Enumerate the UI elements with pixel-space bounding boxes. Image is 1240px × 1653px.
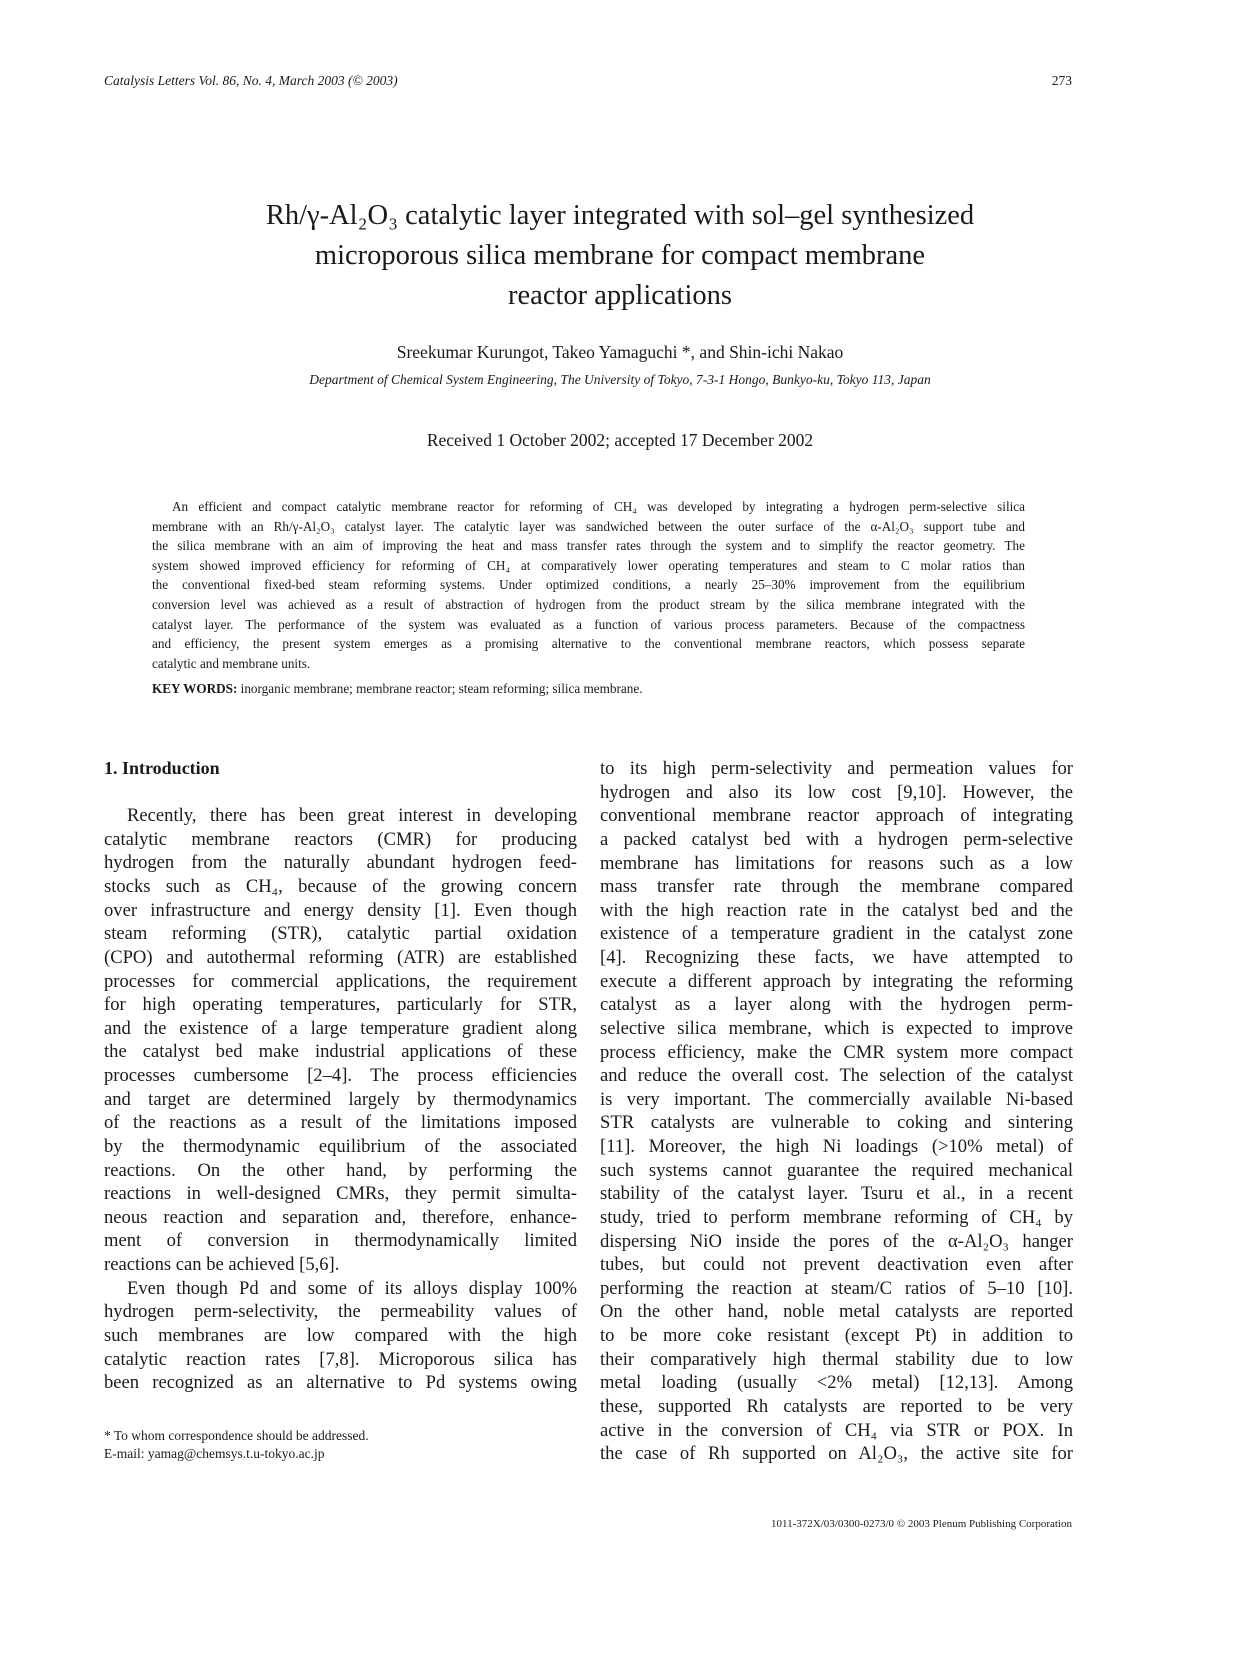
text-line: reactions in well-designed CMRs, they permit simulta- [104,1183,577,1205]
text-line: active in the conversion of CH₄ via STR or POX. In [600,1419,1073,1441]
text-line: Recently, there has been great interest in developing [127,805,577,827]
text-line: [4]. Recognizing these facts, we have attempted to [600,947,1073,968]
text-line: STR catalysts are vulnerable to coking and sintering [600,1112,1073,1134]
page-number: 273 [1051,73,1072,88]
text-line: membrane with an Rh/γ-Al₂O₃ catalyst layer. The catalytic layer was sandwiched between the outer surface of the α-Al₂O₃ support tube and [152,518,1025,534]
text-line: and the existence of a large temperature gradient along [104,1017,577,1039]
text-line: to be more coke resistant (except Pt) in addition to [600,1325,1073,1346]
text-line: tubes, but could not prevent deactivation even after [600,1254,1073,1276]
text-line: conversion level was achieved as a result of abstraction of hydrogen from the product stream by the silica membrane integrated with the [152,596,1025,612]
text-line: neous reaction and separation and, therefore, enhance- [104,1206,577,1228]
text-line: existence of a temperature gradient in the catalyst zone [600,923,1073,945]
text-line: catalyst layer. The performance of the system was evaluated as a function of various process parameters. Because of the compactness [152,616,1025,632]
keywords-label: KEY WORDS: [152,681,238,696]
text-line: steam reforming (STR), catalytic partial oxidation [104,923,577,945]
text-line: [11]. Moreover, the high Ni loadings (>10% metal) of [600,1136,1073,1157]
title-line: reactor applications [508,280,732,311]
section-heading: 1. Introduction [104,758,220,778]
text-line: selective silica membrane, which is expected to improve [600,1017,1073,1039]
left-column [104,757,577,1395]
text-line: a packed catalyst bed with a hydrogen perm-selective [600,828,1073,850]
text-line: dispersing NiO inside the pores of the α-Al₂O₃ hanger [600,1230,1073,1252]
text-line: hydrogen and also its low cost [9,10]. However, the [600,781,1073,803]
text-line: reactions can be achieved [5,6]. [104,1254,340,1276]
text-line: these, supported Rh catalysts are reported to be very [600,1395,1073,1417]
text-line: An efficient and compact catalytic membrane reactor for reforming of CH₄ was developed by integrating a hydrogen perm-selective silica [172,499,1025,514]
text-line: and reduce the overall cost. The selection of the catalyst [600,1065,1073,1087]
text-line: ment of conversion in thermodynamically limited [104,1230,577,1252]
text-line: the silica membrane with an aim of improving the heat and mass transfer rates through the system and to simplify the reactor geometry. The [152,538,1025,554]
text-line: of the reactions as a result of the limitations imposed [104,1112,577,1134]
text-line: mass transfer rate through the membrane compared [600,876,1073,898]
right-column [600,757,1073,1466]
text-line: reactions. On the other hand, by performing the [104,1159,577,1181]
authors: Sreekumar Kurungot, Takeo Yamaguchi *, and Shin-ichi Nakao [396,342,844,362]
keywords [152,681,643,697]
text-line: metal loading (usually <2% metal) [12,13]. Among [600,1372,1073,1394]
text-line: (CPO) and autothermal reforming (ATR) are established [104,946,577,968]
text-line: such systems cannot guarantee the required mechanical [600,1159,1073,1181]
left-column-body [104,804,577,1395]
running-head: Catalysis Letters Vol. 86, No. 4, March 2003 (© 2003) [104,73,398,88]
affiliation: Department of Chemical System Engineering, The University of Tokyo, 7-3-1 Hongo, Bunkyo-ku, Tokyo 113, Japan [309,372,931,387]
text-line: stability of the catalyst layer. Tsuru et al., in a recent [600,1183,1073,1205]
text-line: been recognized as an alternative to Pd systems owing [104,1372,577,1394]
text-line: to its high perm-selectivity and permeation values for [600,758,1073,779]
text-line: study, tried to perform membrane reforming of CH₄ by [600,1206,1073,1228]
received-dates: Received 1 October 2002; accepted 17 December 2002 [426,430,814,450]
footnote-email: E-mail: yamag@chemsys.t.u-tokyo.ac.jp [104,1445,325,1461]
text-line: the case of Rh supported on Al₂O₃, the active site for [600,1443,1073,1465]
keywords-text: inorganic membrane; membrane reactor; steam reforming; silica membrane. [237,681,643,696]
text-line: Even though Pd and some of its alloys display 100% [127,1277,577,1299]
text-line: processes cumbersome [2–4]. The process efficiencies [104,1065,577,1087]
abstract [152,497,1025,673]
text-line: stocks such as CH₄, because of the growing concern [104,876,577,898]
text-line: the catalyst bed make industrial applications of these [104,1041,577,1063]
text-line: their comparatively high thermal stability due to low [600,1348,1073,1370]
text-line: the conventional fixed-bed steam reforming systems. Under optimized conditions, a nearly 25–30% improvement from the equilibrium [152,577,1025,593]
footnote-correspondence: * To whom correspondence should be addressed. [104,1428,369,1443]
text-line: membrane has limitations for reasons such as a low [600,852,1073,874]
text-line: hydrogen from the naturally abundant hydrogen feed- [104,852,577,874]
text-line: catalyst as a layer along with the hydrogen perm- [600,994,1073,1016]
text-line: and target are determined largely by thermodynamics [104,1088,577,1110]
text-line: is very important. The commercially available Ni-based [600,1088,1073,1110]
copyright-footer: 1011-372X/03/0300-0273/0 © 2003 Plenum Publishing Corporation [771,1518,1072,1530]
text-line: On the other hand, noble metal catalysts are reported [600,1301,1073,1323]
text-line: catalytic reaction rates [7,8]. Microporous silica has [104,1348,577,1370]
footnote [104,1427,369,1462]
text-line: hydrogen perm-selectivity, the permeability values of [104,1301,577,1323]
paper-title [0,196,1240,316]
text-line: such membranes are low compared with the high [104,1324,577,1346]
text-line: catalytic and membrane units. [152,655,311,671]
text-line: conventional membrane reactor approach of integrating [600,805,1073,827]
text-line: over infrastructure and energy density [1]. Even though [104,899,577,921]
text-line: performing the reaction at steam/C ratios of 5–10 [10]. [600,1277,1073,1299]
text-line: and efficiency, the present system emerges as a promising alternative to the conventional membrane reactors, which possess separate [152,636,1025,652]
title-line: microporous silica membrane for compact membrane [314,240,926,271]
text-line: for high operating temperatures, particularly for STR, [104,994,577,1016]
text-line: system showed improved efficiency for reforming of CH₄ at comparatively lower operating temperatures and steam to C molar ratios than [152,557,1025,573]
text-line: with the high reaction rate in the catalyst bed and the [600,899,1073,921]
text-line: catalytic membrane reactors (CMR) for producing [104,828,577,850]
text-line: by the thermodynamic equilibrium of the associated [104,1135,577,1157]
title-line: Rh/γ-Al₂O₃ catalytic layer integrated with sol–gel synthesized [265,200,975,231]
text-line: execute a different approach by integrating the reforming [600,970,1073,992]
text-line: processes for commercial applications, the requirement [104,970,577,992]
text-line: process efficiency, make the CMR system more compact [600,1041,1073,1063]
